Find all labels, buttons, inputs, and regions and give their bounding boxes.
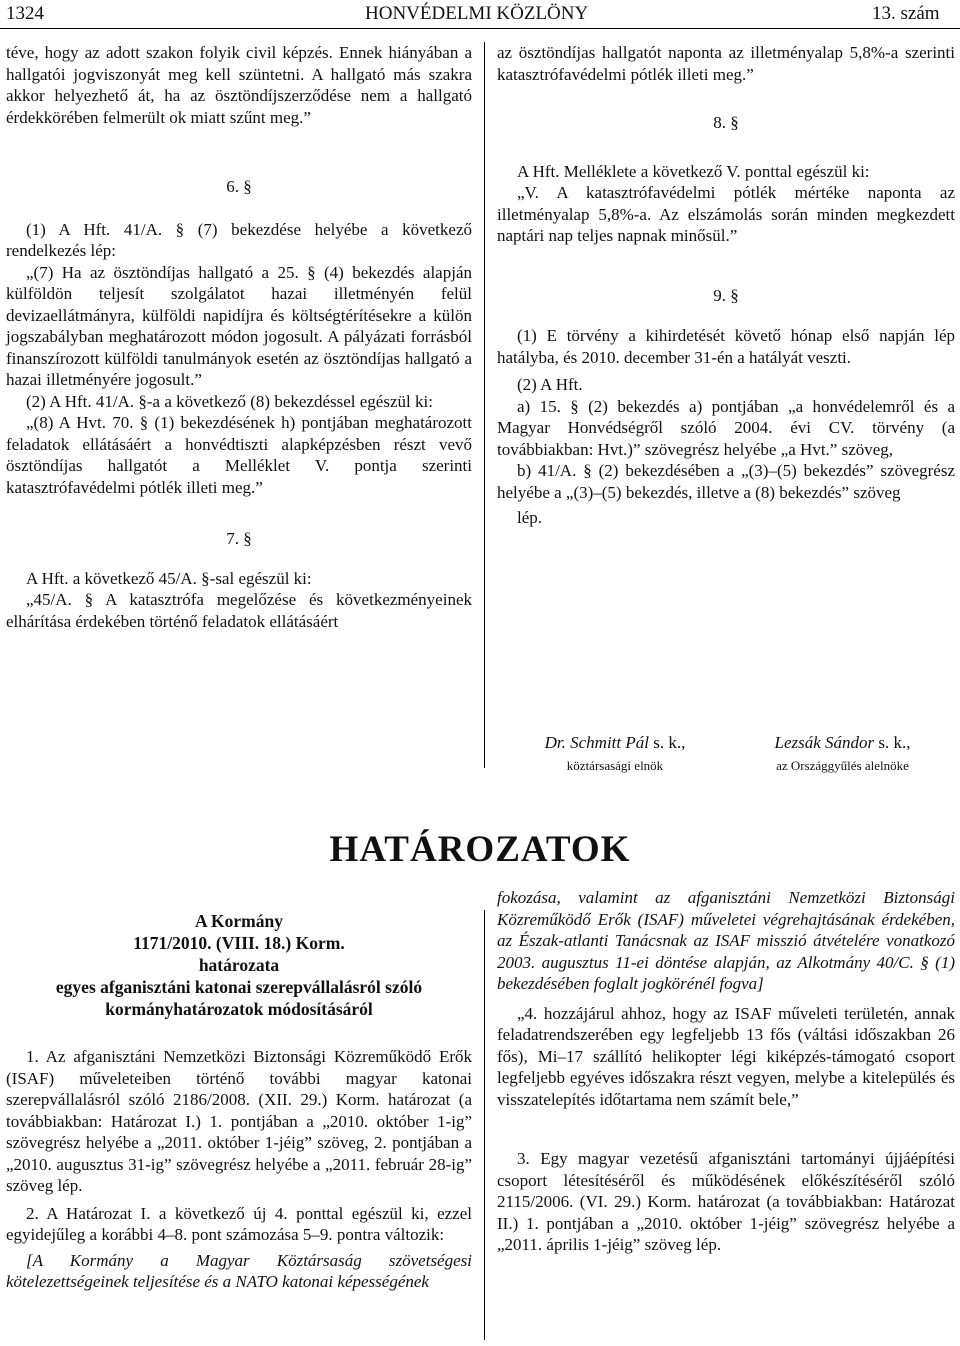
right-column-bottom bbox=[497, 887, 955, 1256]
paragraph: fokozása, valamint az afganisztáni Nemzetközi Biztonsági Közreműködő Erők (ISAF) műveletei végrehajtásának érdekében, az Észak-atlanti Tanácsnak az ISAF misszió átvételére vonatkozó 2003. augusztus 11-ei döntése alapján, az Alkotmány 40/C. § (1) bekezdésében foglalt jogkörénél fogva] bbox=[497, 888, 955, 993]
decision-type: határozata bbox=[198, 955, 280, 975]
column-divider bbox=[484, 42, 485, 768]
paragraph: (2) A Hft. bbox=[517, 375, 583, 394]
paragraph: (1) E törvény a kihirdetését követő hónap első napján lép hatályba, és 2010. december 31-én a hatályát veszti. bbox=[497, 326, 955, 367]
section-heading-6: 6. § bbox=[226, 177, 252, 196]
paragraph: 2. A Határozat I. a következő új 4. ponttal egészül ki, ezzel egyidejűleg a korábbi 4–8. pont számozása 5–9. pontra változik: bbox=[6, 1203, 472, 1244]
decision-issuer: A Kormány bbox=[195, 911, 283, 931]
signatory-suffix: s. k., bbox=[874, 733, 911, 752]
decision-number: 1171/2010. (VIII. 18.) Korm. bbox=[133, 933, 345, 953]
signatory-title: köztársasági elnök bbox=[566, 758, 664, 773]
paragraph: az ösztöndíjas hallgatót naponta az illetményalap 5,8%-a szerinti katasztrófavédelmi pótlék illeti meg.” bbox=[497, 43, 955, 84]
left-column-bottom bbox=[6, 910, 472, 1293]
section-heading-9: 9. § bbox=[713, 285, 739, 305]
paragraph: (2) A Hft. 41/A. §-a a következő (8) bekezdéssel egészül ki: bbox=[26, 391, 433, 411]
signatory-name: Lezsák Sándor bbox=[774, 733, 875, 752]
header-rule bbox=[0, 28, 960, 29]
section-title: HATÁROZATOK bbox=[329, 829, 631, 870]
paragraph: 1. Az afganisztáni Nemzetközi Biztonsági Közreműködő Erők (ISAF) műveleteiben történő további magyar katonai szerepvállalásról szóló 2186/2008. (XII. 29.) Korm. határozat (a továbbiakban: Határozat I.) 1. pontjában a „2010. október 1-ig” szövegrész helyébe a „2011. október 1-jéig” szöveg, 2. pontjában a „2010. augusztus 31-ig” szövegrész helyébe a „2011. február 28-ig” szöveg lép. bbox=[6, 1047, 472, 1195]
paragraph: „(8) A Hvt. 70. § (1) bekezdésének h) pontjában meghatározott feladatok ellátásáért a honvédtiszti alapképzésben részt vevő ösztöndíjas hallgatót a Melléklet V. pontja szerinti katasztrófavédelmi pótlék illeti meg.” bbox=[6, 413, 472, 497]
section-heading-8: 8. § bbox=[713, 113, 739, 132]
paragraph: b) 41/A. § (2) bekezdésében a „(3)–(5) bekezdés” szövegrész helyébe a „(3)–(5) bekezdés, illetve a (8) bekezdés” szöveg bbox=[497, 461, 955, 502]
decision-subject-2: kormányhatározatok módosításáról bbox=[105, 999, 373, 1019]
paragraph: „(7) Ha az ösztöndíjas hallgató a 25. § (4) bekezdés alapján külföldön teljesít szolgálatot hazai illetményén felül devizaellátmányra, külföldi napidíjra és költségtérítésekre a külön jogszabályban meghatározott módon jogosult. A pályázati forrásból finanszírozott külföldi tanulmányok esetén az ösztöndíjas hallgató a hazai illetményére jogosult.” bbox=[6, 262, 472, 389]
paragraph: „V. A katasztrófavédelmi pótlék mértéke naponta az illetményalap 5,8%-a. Az elszámolás során minden megkezdett naptári nap teljes napnak minősül.” bbox=[497, 183, 955, 245]
signatory-name: Dr. Schmitt Pál bbox=[544, 733, 649, 752]
decision-subject: egyes afganisztáni katonai szerepvállalásról szóló bbox=[55, 977, 423, 997]
signatory-title: az Országgyűlés alelnöke bbox=[776, 758, 909, 773]
paragraph: „4. hozzájárul ahhoz, hogy az ISAF műveleti területén, annak feladatrendszerében egy legfeljebb 13 fős (váltási időszakban 26 fős), Mi–17 szállító helikopter légi kiképzés-támogató csoport legfeljebb egyéves időszakra részt vegyen, melybe a kitelepülés és visszatelepítés időtartama nem számít bele,” bbox=[497, 1003, 955, 1109]
paragraph: A Hft. Melléklete a következő V. ponttal egészül ki: bbox=[517, 161, 870, 181]
journal-title: HONVÉDELMI KÖZLÖNY bbox=[365, 3, 589, 24]
signature-deputy-speaker bbox=[730, 733, 955, 774]
left-column-top bbox=[6, 42, 472, 632]
paragraph: A Hft. a következő 45/A. §-sal egészül ki: bbox=[26, 568, 312, 588]
paragraph: lép. bbox=[517, 508, 543, 527]
page-number: 1324 bbox=[6, 3, 44, 24]
section-heading-7: 7. § bbox=[226, 529, 252, 548]
paragraph: a) 15. § (2) bekezdés a) pontjában „a honvédelemről és a Magyar Honvédségről szóló 2004. évi CV. törvény (a továbbiakban: Hvt.)” szövegrész helyébe „a Hvt.” szöveg, bbox=[497, 396, 955, 459]
paragraph: téve, hogy az adott szakon folyik civil képzés. Ennek hiányában a hallgatói jogviszonyát meg kell szüntetni. A hallgató más szakra akkor helyezhető át, ha az ösztöndíjszerződése nem a hallgató érdekkörében felmerült ok miatt szűnt meg.” bbox=[6, 43, 472, 127]
paragraph: [A Kormány a Magyar Köztársaság szövetségesi kötelezettségeinek teljesítése és a NATO katonai képességének bbox=[6, 1250, 472, 1291]
page-header bbox=[0, 0, 960, 30]
paragraph: „45/A. § A katasztrófa megelőzése és következményeinek elhárítása érdekében történő feladatok ellátásáért bbox=[6, 590, 472, 631]
issue-number: 13. szám bbox=[872, 3, 940, 24]
right-column-top bbox=[497, 42, 955, 529]
signature-president bbox=[500, 733, 730, 774]
paragraph: 3. Egy magyar vezetésű afganisztáni tartományi újjáépítési csoport létesítéséről és működésének előkészítéséről szóló 2115/2006. (VI. 29.) Korm. határozat (a továbbiakban: Határozat II.) 1. pontjában a „2010. október 1-jéig” szövegrész helyébe a „2011. április 1-jéig” szöveg lép. bbox=[497, 1149, 955, 1254]
paragraph: (1) A Hft. 41/A. § (7) bekezdése helyébe a következő rendelkezés lép: bbox=[6, 219, 472, 260]
signatory-suffix: s. k., bbox=[648, 733, 686, 752]
column-divider bbox=[484, 910, 485, 1340]
